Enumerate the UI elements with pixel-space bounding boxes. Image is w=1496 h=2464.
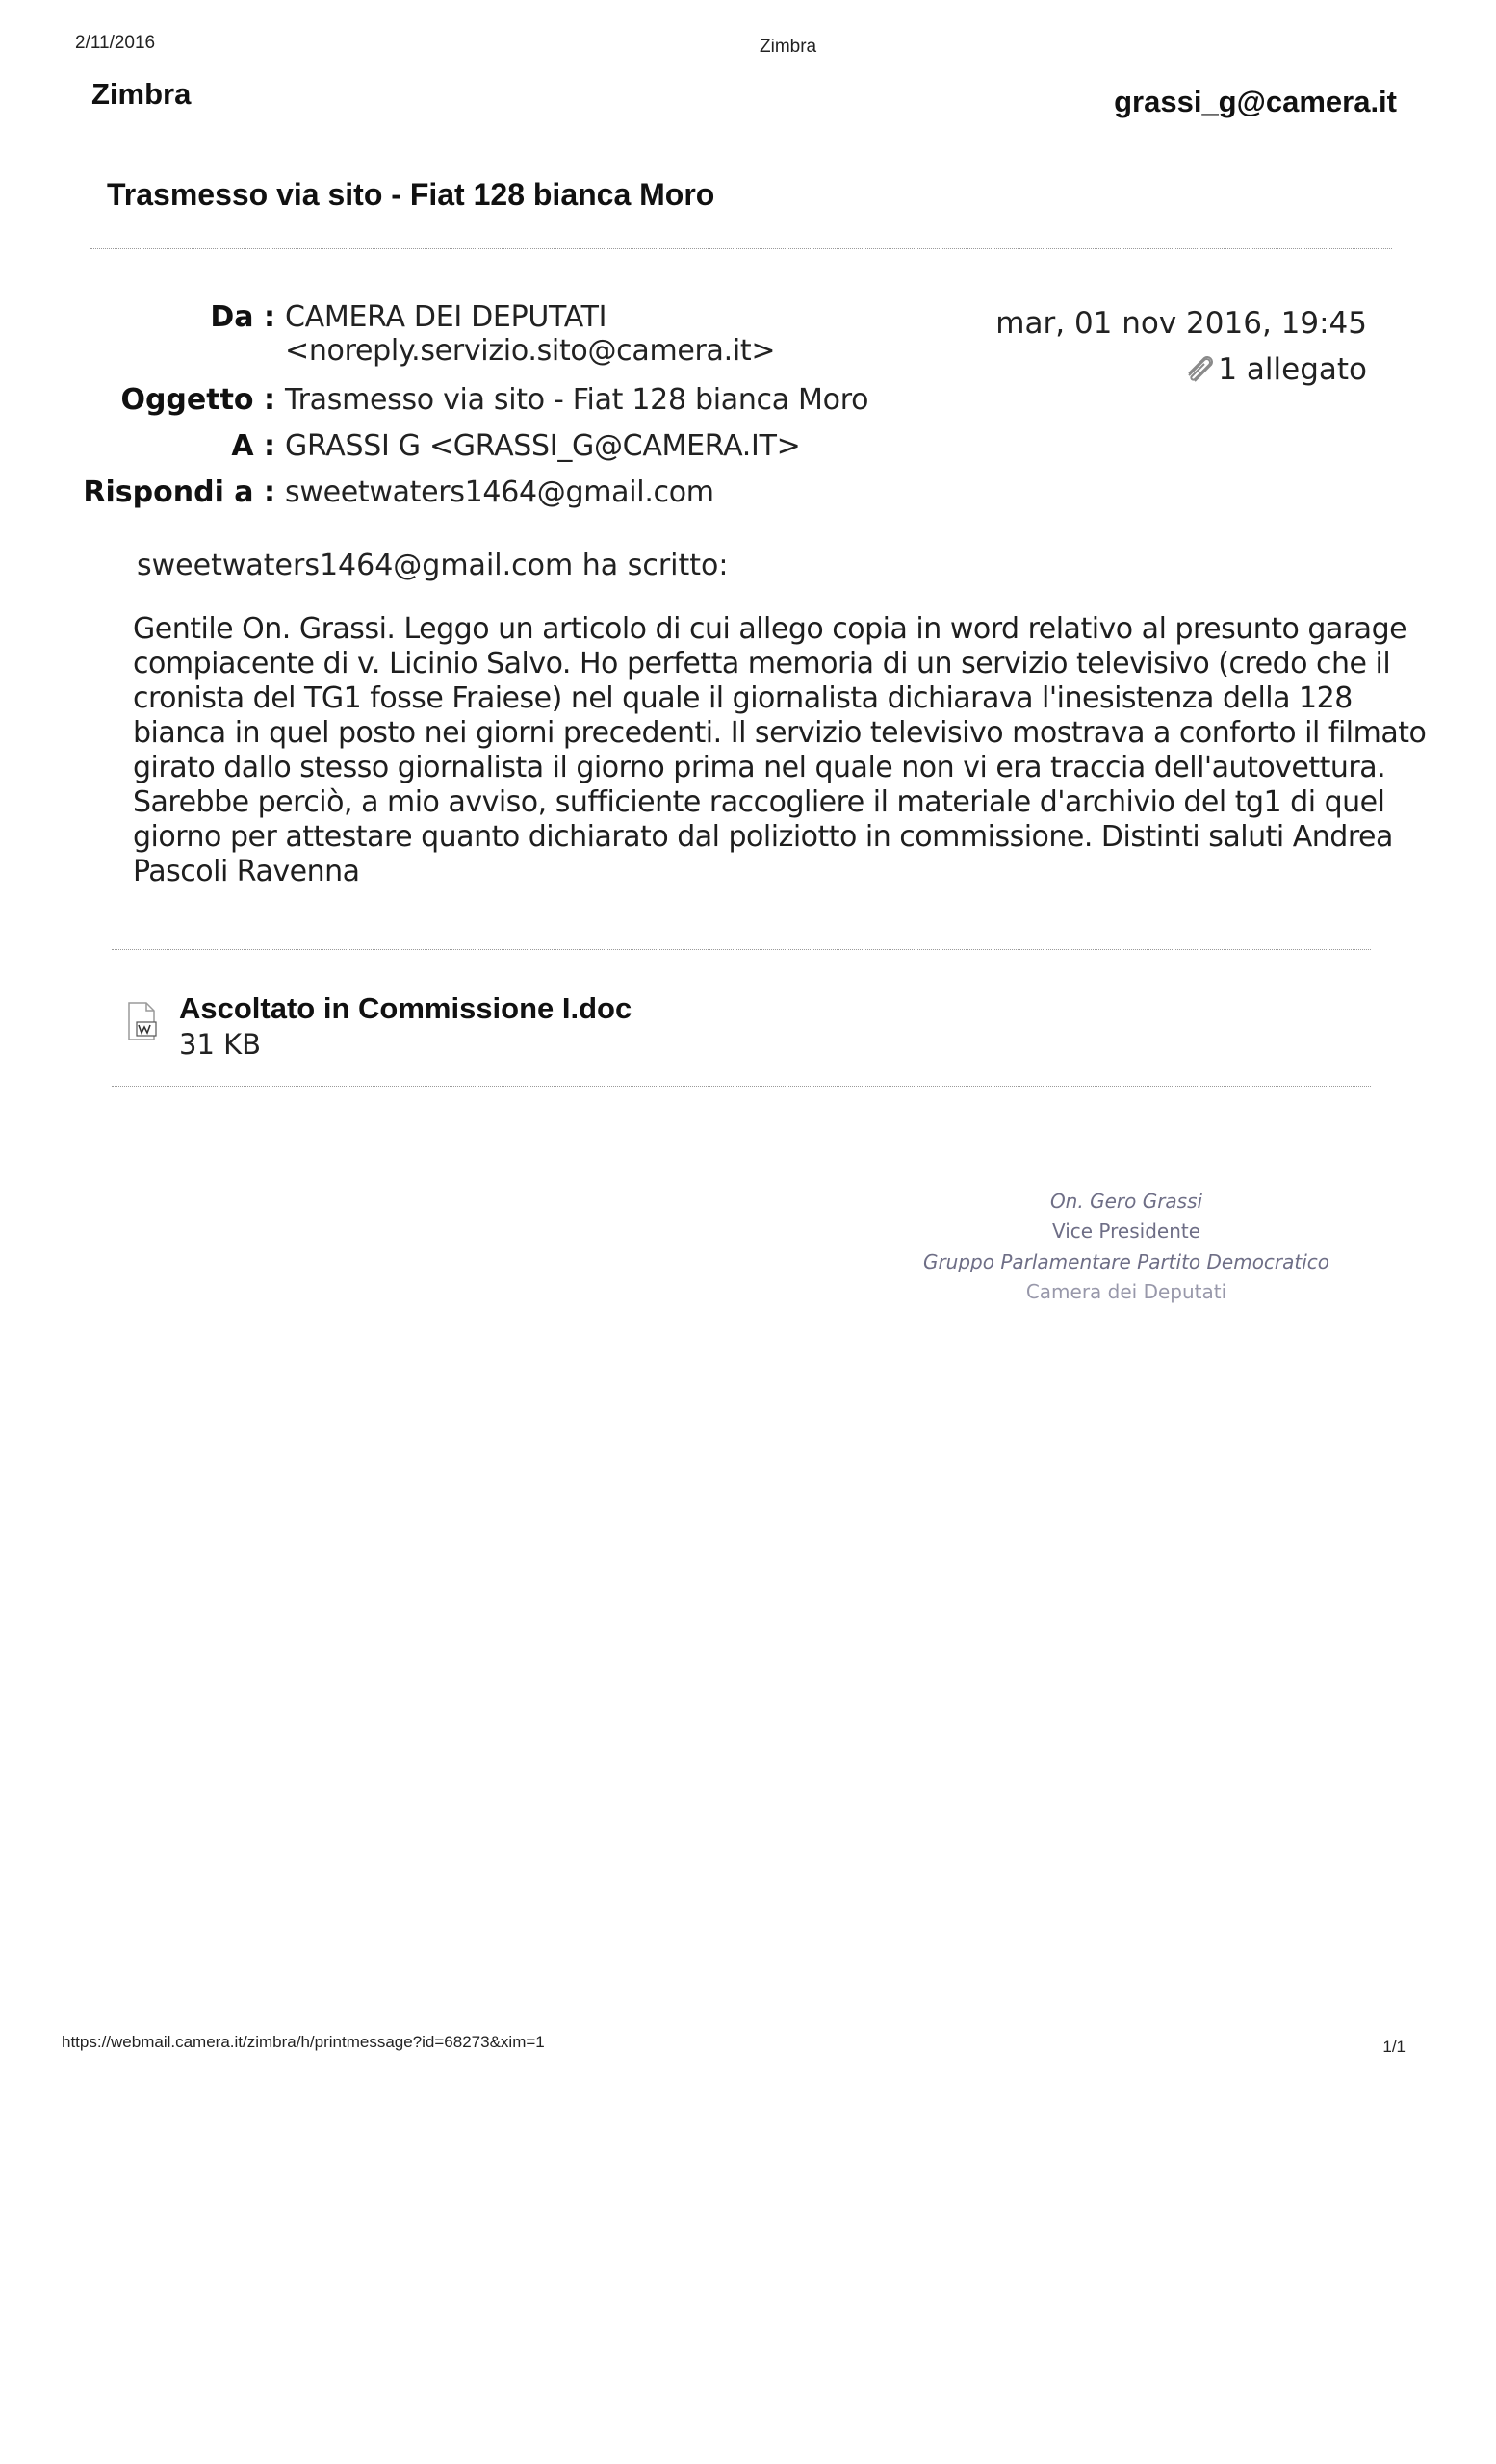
body-line: Gentile On. Grassi. Leggo un articolo di cui allego copia in word relativo al presunto garage [133, 612, 1407, 646]
date-sent: mar, 01 nov 2016, 19:45 [995, 306, 1367, 341]
to-value[interactable]: GRASSI G <GRASSI_G@CAMERA.IT> [285, 429, 801, 463]
attachment-top-divider [112, 949, 1371, 950]
subject-divider [90, 248, 1392, 249]
attachment-count[interactable] [1183, 352, 1367, 387]
stamp-chamber: Camera dei Deputati [1025, 1280, 1227, 1303]
attachment-name-link[interactable]: Ascoltato in Commissione I.doc [179, 991, 632, 1025]
from-email[interactable]: <noreply.servizio.sito@camera.it> [285, 334, 776, 368]
brand-logo-text: Zimbra [91, 77, 192, 111]
print-footer-url: https://webmail.camera.it/zimbra/h/printmessage?id=68273&xim=1 [62, 2033, 545, 2051]
stamp-group: Gruppo Parlamentare Partito Democratico [922, 1250, 1330, 1273]
print-app-title: Zimbra [760, 37, 817, 57]
message-body [133, 612, 1427, 889]
body-line: Sarebbe perciò, a mio avviso, sufficiente raccogliere il materiale d'archivio del tg1 di quel [133, 785, 1385, 819]
body-line: compiacente di v. Licinio Salvo. Ho perfetta memoria di un servizio televisivo (credo che il [133, 647, 1391, 680]
subject-value: Trasmesso via sito - Fiat 128 bianca Moro [285, 383, 869, 417]
body-line: cronista del TG1 fosse Fraiese) nel quale il giornalista dichiarava l'inesistenza della 128 [133, 681, 1353, 715]
body-line: Pascoli Ravenna [133, 855, 360, 888]
word-document-icon[interactable] [123, 1001, 162, 1043]
message-subject-title: Trasmesso via sito - Fiat 128 bianca Moro [107, 177, 715, 212]
body-line: bianca in quel posto nei giorni precedenti. Il servizio televisivo mostrava a conforto il filmato [133, 716, 1427, 750]
account-email: grassi_g@camera.it [1114, 85, 1397, 118]
wrote-line: sweetwaters1464@gmail.com ha scritto: [137, 549, 729, 582]
attachment-count-label: 1 allegato [1218, 352, 1367, 387]
attachment-bottom-divider [112, 1086, 1371, 1087]
body-line: girato dallo stesso giornalista il giorno prima nel quale non vi era traccia dell'autovettura. [133, 751, 1386, 784]
stamp-role: Vice Presidente [1051, 1219, 1201, 1243]
print-date: 2/11/2016 [75, 33, 156, 53]
paperclip-icon [1183, 354, 1216, 383]
reply-to-value[interactable]: sweetwaters1464@gmail.com [285, 475, 714, 509]
print-footer-page: 1/1 [1382, 2038, 1406, 2056]
stamp-name: On. Gero Grassi [1049, 1190, 1203, 1213]
body-line: giorno per attestare quanto dichiarato dal poliziotto in commissione. Distinti saluti Andrea [133, 820, 1393, 854]
reply-to-label: Rispondi a : [83, 475, 275, 509]
from-name: CAMERA DEI DEPUTATI [285, 300, 607, 334]
to-label: A : [231, 429, 275, 463]
subject-label: Oggetto : [120, 383, 275, 417]
from-label: Da : [210, 300, 275, 334]
attachment-size: 31 KB [179, 1028, 262, 1061]
